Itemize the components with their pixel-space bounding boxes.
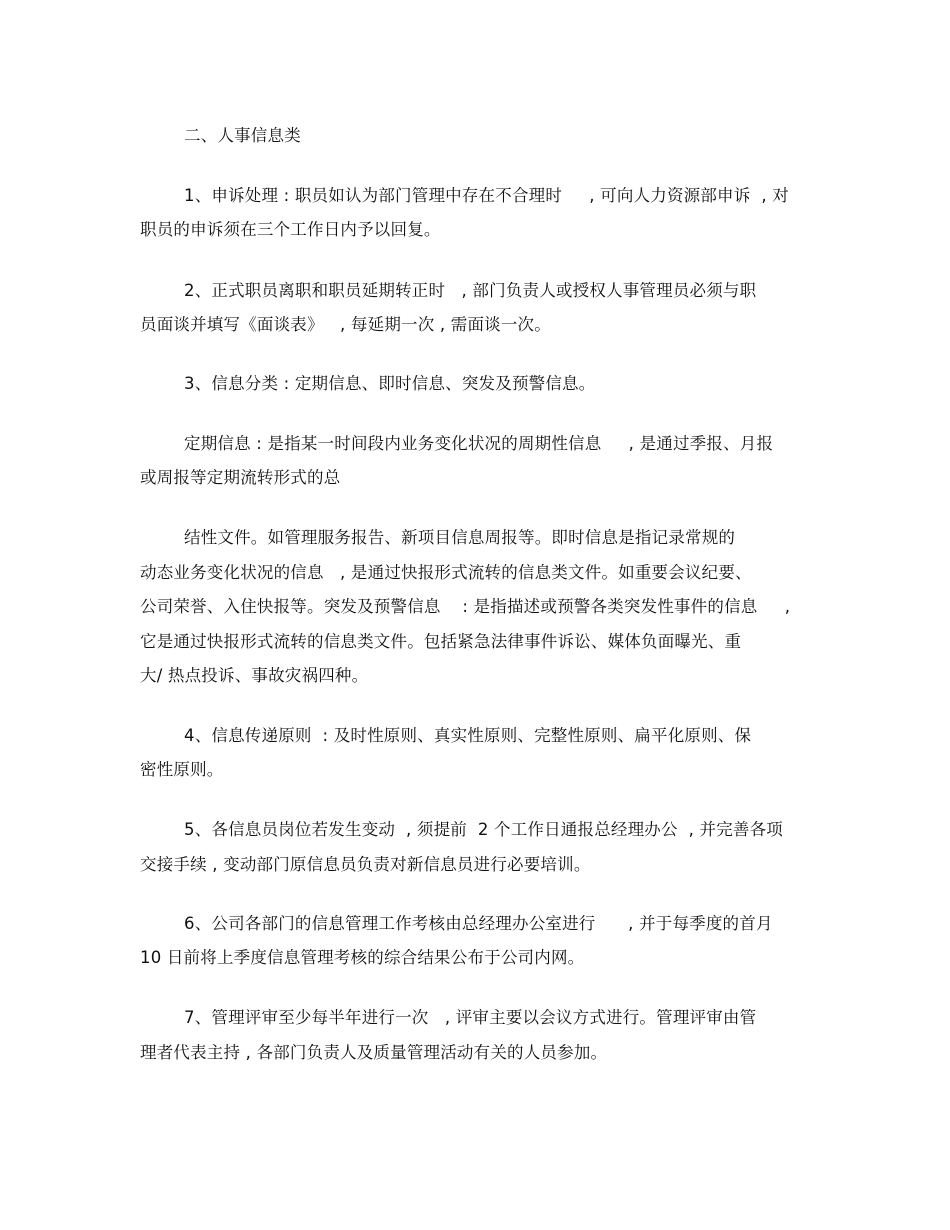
paragraph-line: 3、信息分类 : 定期信息、即时信息、突发及预警信息。 bbox=[184, 374, 596, 393]
paragraph-line: 职员的申诉须在三个工作日内予以回复。 bbox=[140, 220, 441, 239]
paragraph-line: 4、信息传递原则 : 及时性原则、真实性原则、完整性原则、扁平化原则、保 bbox=[184, 726, 752, 745]
paragraph-line: 理者代表主持 , 各部门负责人及质量管理活动有关的人员参加。 bbox=[140, 1043, 608, 1062]
paragraph-line: 交接手续 , 变动部门原信息员负责对新信息员进行必要培训。 bbox=[140, 855, 591, 874]
paragraph-line: 5、各信息员岗位若发生变动 , 须提前 2 个工作日通报总经理办公 , 并完善各项 bbox=[184, 820, 783, 839]
paragraph-line: 2、正式职员离职和职员延期转正时 , 部门负责人或授权人事管理员必须与职 bbox=[184, 281, 757, 300]
paragraph-line: 密性原则。 bbox=[140, 760, 224, 779]
paragraph-line: 或周报等定期流转形式的总 bbox=[140, 468, 341, 487]
paragraph-line: 结性文件。如管理服务报告、新项目信息周报等。即时信息是指记录常规的 bbox=[184, 528, 736, 547]
paragraph-line: 6、公司各部门的信息管理工作考核由总经理办公室进行 , 并于每季度的首月 bbox=[184, 914, 773, 933]
section-heading: 二、人事信息类 bbox=[184, 126, 301, 145]
paragraph-line: 7、管理评审至少每半年进行一次 , 评审主要以会议方式进行。管理评审由管 bbox=[184, 1008, 757, 1027]
paragraph-line: 1、申诉处理 : 职员如认为部门管理中存在不合理时 , 可向人力资源部申诉 , 对 bbox=[184, 186, 789, 205]
paragraph-line: 10 日前将上季度信息管理考核的综合结果公布于公司内网。 bbox=[140, 948, 585, 967]
paragraph-line: 公司荣誉、入住快报等。突发及预警信息 : 是指描述或预警各类突发性事件的信息 , bbox=[140, 597, 791, 616]
paragraph-line: 动态业务变化状况的信息 , 是通过快报形式流转的信息类文件。如重要会议纪要、 bbox=[140, 563, 752, 582]
paragraph-line: 大/ 热点投诉、事故灾祸四种。 bbox=[140, 666, 369, 685]
paragraph-line: 定期信息 : 是指某一时间段内业务变化状况的周期性信息 , 是通过季报、月报 bbox=[184, 434, 774, 453]
paragraph-line: 它是通过快报形式流转的信息类文件。包括紧急法律事件诉讼、媒体负面曝光、重 bbox=[140, 632, 742, 651]
paragraph-line: 员面谈并填写《面谈表》 , 每延期一次 , 需面谈一次。 bbox=[140, 315, 551, 334]
